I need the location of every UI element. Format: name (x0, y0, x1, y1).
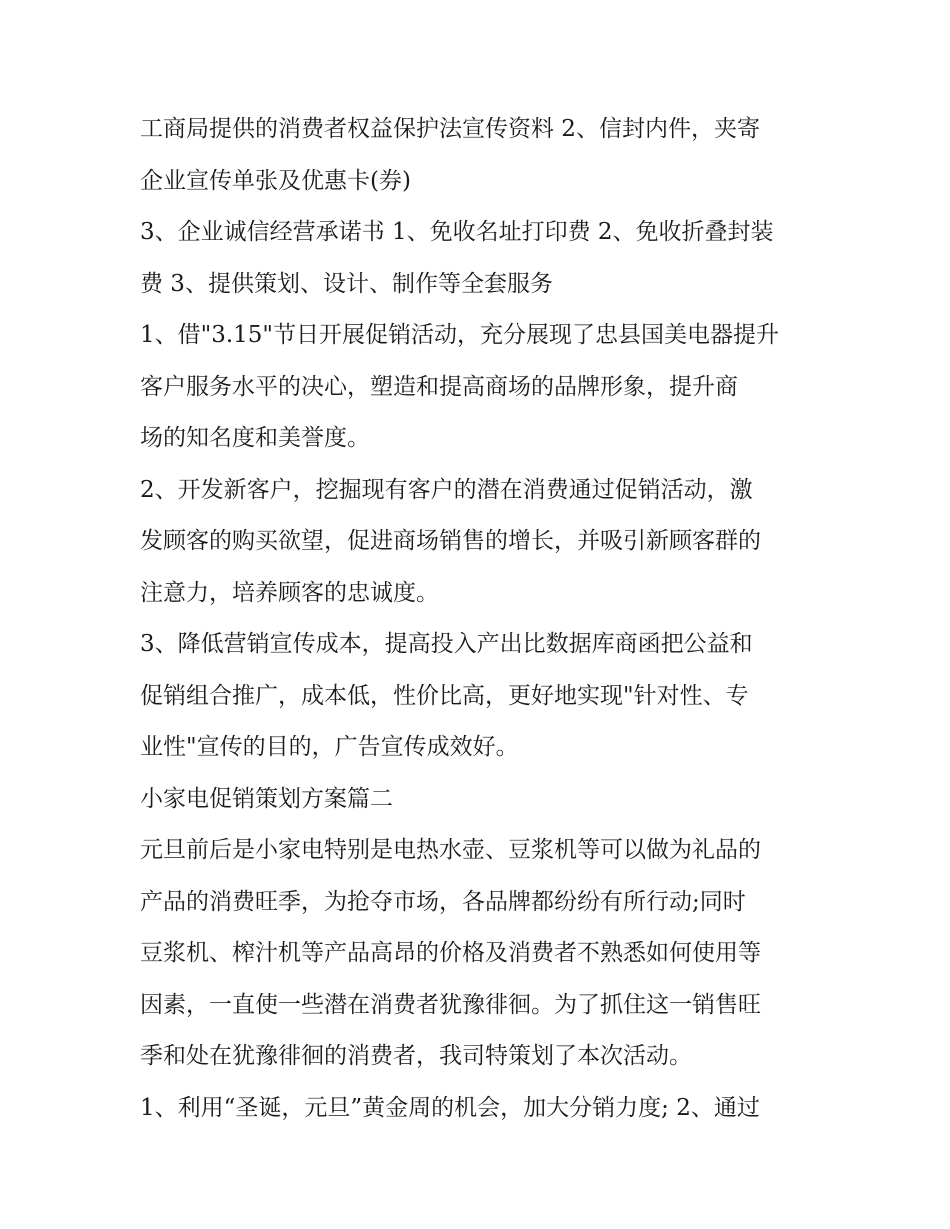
paragraph-services: 3、企业诚信经营承诺书 1、免收名址打印费 2、免收折叠封装 费 3、提供策划、设计、制作等全套服务 (140, 219, 774, 297)
paragraph-goal-cost: 3、降低营销宣传成本，提高投入产出比数据库商函把公益和 促销组合推广，成本低，性价比高，更好地实现"针对性、专 业性"宣传的目的，广告宣传成效好。 (140, 631, 753, 760)
section-heading: 小家电促销策划方案篇二 (140, 785, 393, 812)
paragraph-goal-brand: 1、借"3.15"节日开展促销活动，充分展现了忠县国美电器提升 客户服务水平的决心，塑造和提高商场的品牌形象，提升商 场的知名度和美誉度。 (140, 322, 780, 451)
paragraph-materials: 工商局提供的消费者权益保护法宣传资料 2、信封内件，夹寄 企业宣传单张及优惠卡(券) (140, 116, 760, 194)
paragraph-strategy: 1、利用“圣诞，元旦”黄金周的机会，加大分销力度; 2、通过 (140, 1094, 760, 1121)
paragraph-background: 元旦前后是小家电特别是电热水壶、豆浆机等可以做为礼品的 产品的消费旺季，为抢夺市场，各品牌都纷纷有所行动;同时 豆浆机、榨汁机等产品高昂的价格及消费者不熟悉如何使用等 因素，一直使一些潜在消费者犹豫徘徊。为了抓住这一销售旺 季和处在犹豫徘徊的消费者，我司特策划了本次活动。 (140, 837, 761, 1069)
document-body (140, 104, 820, 1134)
paragraph-goal-customers: 2、开发新客户，挖掘现有客户的潜在消费通过促销活动，激 发顾客的购买欲望，促进商场销售的增长，并吸引新顾客群的 注意力，培养顾客的忠诚度。 (140, 476, 761, 606)
